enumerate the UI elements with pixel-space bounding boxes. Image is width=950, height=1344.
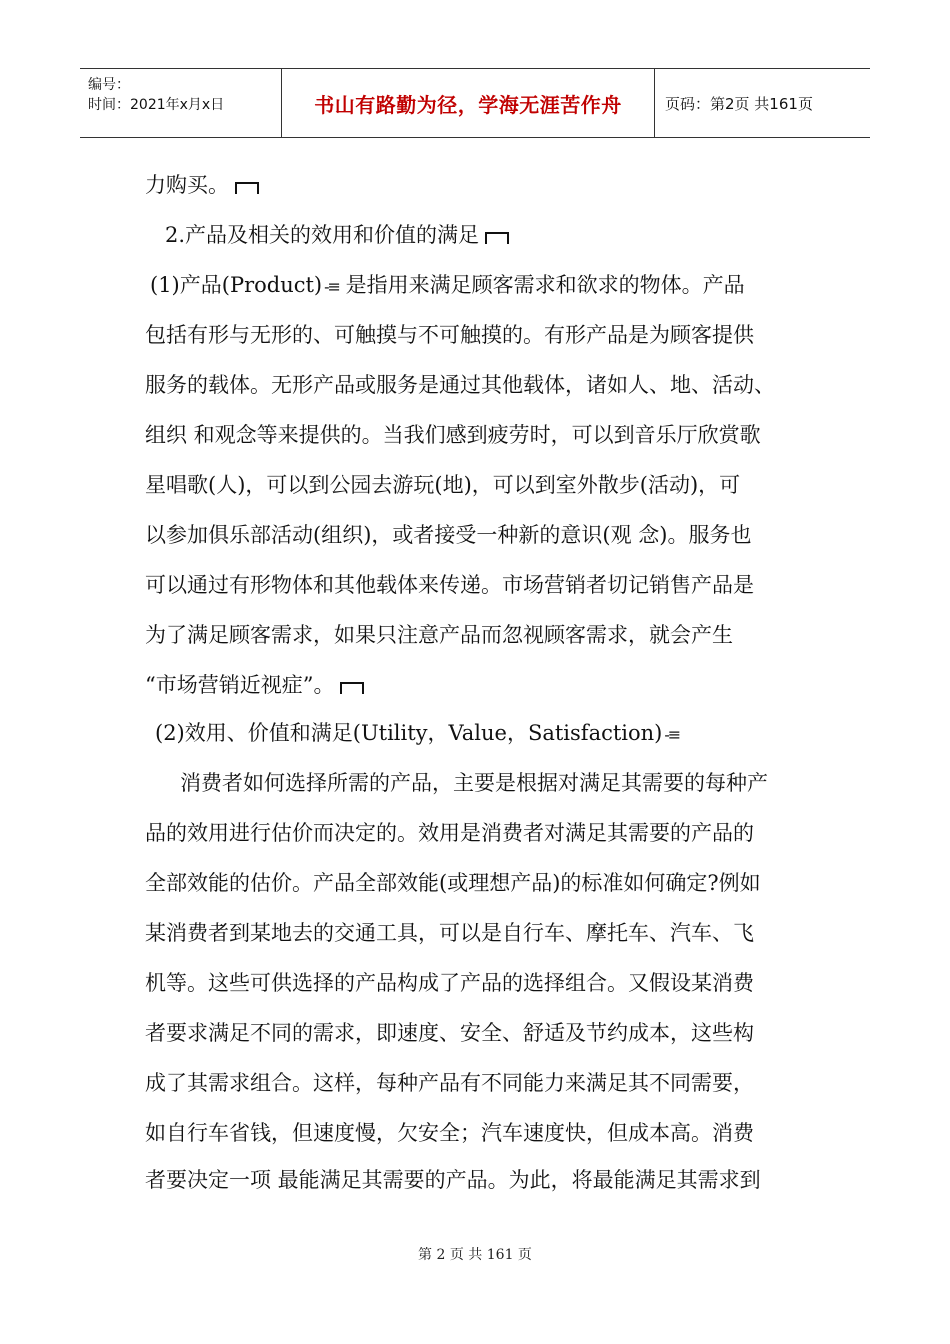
text-line: 星唱歌(人)，可以到公园去游玩(地)，可以到室外散步(活动)，可 bbox=[145, 473, 741, 497]
doc-number-label: 编号： bbox=[88, 77, 130, 93]
paragraph-mark-icon bbox=[485, 232, 509, 244]
text-line: 服务的载体。无形产品或服务是通过其他载体，诸如人、地、活动、 bbox=[145, 373, 775, 397]
text-line: 包括有形与无形的、可触摸与不可触摸的。有形产品是为顾客提供 bbox=[145, 323, 754, 347]
text-line: 者要求满足不同的需求，即速度、安全、舒适及节约成本，这些构 bbox=[145, 1021, 754, 1045]
text-line: 为了满足顾客需求，如果只注意产品而忽视顾客需求，就会产生 bbox=[145, 623, 733, 647]
header-motto: 书山有路勤为径，学海无涯苦作舟 bbox=[282, 69, 655, 137]
text-line: 某消费者到某地去的交通工具，可以是自行车、摩托车、汽车、飞 bbox=[145, 921, 754, 945]
text-line: 成了其需求组合。这样，每种产品有不同能力来满足其不同需要， bbox=[145, 1071, 754, 1095]
paragraph-mark-icon bbox=[235, 182, 259, 194]
text-line: 机等。这些可供选择的产品构成了产品的选择组合。又假设某消费 bbox=[145, 971, 754, 995]
doc-time-label: 时间：2021年x月x日 bbox=[88, 97, 225, 113]
arrow-icon: -≡ bbox=[664, 725, 680, 744]
arrow-icon: -≡ bbox=[324, 277, 339, 296]
text-line: 全部效能的估价。产品全部效能(或理想产品)的标准如何确定?例如 bbox=[145, 871, 761, 895]
text-line: 消费者如何选择所需的产品，主要是根据对满足其需要的每种产 bbox=[180, 771, 768, 795]
text-line: “市场营销近视症”。 bbox=[145, 670, 364, 700]
text-line: 以参加俱乐部活动(组织)，或者接受一种新的意识(观 念)。服务也 bbox=[145, 523, 752, 547]
header-page-info: 页码：第2页 共161页 bbox=[665, 94, 813, 113]
page-footer: 第 2 页 共 161 页 bbox=[418, 1247, 532, 1263]
page-header bbox=[80, 68, 870, 138]
text-line: 如自行车省钱，但速度慢，欠安全；汽车速度快，但成本高。消费 bbox=[145, 1121, 754, 1145]
text-line: 者要决定一项 最能满足其需要的产品。为此，将最能满足其需求到 bbox=[145, 1168, 761, 1192]
text-line: (1)产品(Product) -≡ 是指用来满足顾客需求和欲求的物体。产品 bbox=[150, 273, 745, 297]
text-line: 力购买。 bbox=[145, 170, 259, 200]
text-line: 可以通过有形物体和其他载体来传递。市场营销者切记销售产品是 bbox=[145, 573, 754, 597]
text-line: 品的效用进行估价而决定的。效用是消费者对满足其需要的产品的 bbox=[145, 821, 754, 845]
header-meta bbox=[80, 69, 282, 137]
text-line: (2)效用、价值和满足(Utility，Value，Satisfaction) -≡ bbox=[155, 721, 680, 745]
text-line: 2.产品及相关的效用和价值的满足 bbox=[165, 220, 509, 250]
text-line: 组织 和观念等来提供的。当我们感到疲劳时，可以到音乐厅欣赏歌 bbox=[145, 423, 761, 447]
paragraph-mark-icon bbox=[340, 682, 364, 694]
